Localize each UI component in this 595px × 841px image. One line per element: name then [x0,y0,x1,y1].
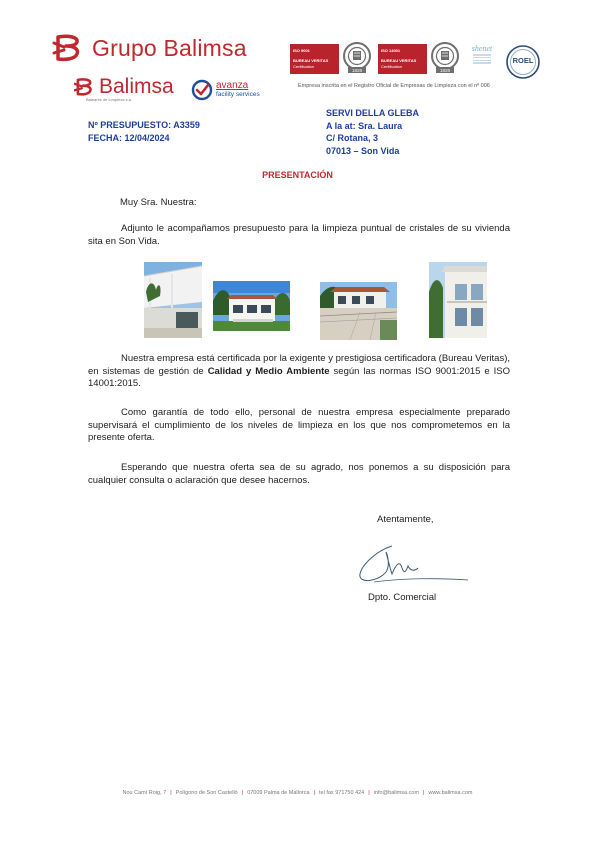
footer-separator: | [423,790,425,796]
footer-estate: Polígono de Son Castelló [175,790,238,796]
balimsa-b-logo-icon [52,33,86,63]
footer-address: Nou Camí Roig, 7 [122,790,167,796]
footer-separator: | [313,790,315,796]
avanza-logo [191,79,260,101]
property-photo-2 [213,281,290,331]
recipient-name: SERVI DELLA GLEBA [326,108,420,118]
signature-icon [352,542,472,586]
closing-salutation: Atentamente, [377,514,434,525]
certification-label: Certification [381,64,403,69]
iso-label: ISO 9001 [293,48,310,53]
budget-number: Nº PRESUPUESTO: A3359 [88,120,200,130]
certifier-label: BUREAU VERITAS [381,58,417,63]
footer-contact [0,790,595,796]
iso-9001-certification [290,44,372,74]
property-photo-1 [144,262,202,338]
avanza-tagline: facility services [216,91,260,99]
paragraph-guarantee: Como garantía de todo ello, personal de nuestra empresa especialmente preparado supervisará el cumplimiento de los niveles de limpieza en los que nos comprometemos en la presente oferta. [88,407,510,444]
certification-text-start: Nuestra empresa está certificada por la exigente y prestigiosa certificadora (Bureau Veritas), en sistemas de gestión de [88,353,510,377]
recipient-attention: A la at: Sra. Laura [326,120,403,131]
document-title: PRESENTACIÓN [262,170,333,180]
property-photo-4 [429,262,487,338]
footer-separator: | [170,790,172,796]
shenet-logo [467,44,497,65]
photo-villa-front [213,281,290,331]
footer-email[interactable]: info@balimsa.com [373,790,420,796]
recipient-street: C/ Rotana, 3 [326,133,379,143]
seal-year: 1828 [351,68,363,73]
certification-highlight: Calidad y Medio Ambiente [207,365,330,377]
recipient-address [326,107,419,157]
footer-website[interactable]: www.balimsa.com [428,790,473,796]
shenet-label: shenet [471,44,493,53]
department-signature: Dpto. Comercial [368,592,437,603]
footer-separator: | [241,790,244,796]
paragraph-intro: Adjunto le acompañamos presupuesto para la limpieza puntual de cristales de su vivienda sita en Son Vida. [88,223,510,247]
recipient-city: 07013 – Son Vida [326,145,400,156]
photo-terrace-awning [144,262,202,338]
roel-logo [505,44,541,80]
iso-14001-certification [378,44,460,74]
footer-city: 07009 Palma de Mallorca [247,790,310,796]
bureau-veritas-badge [290,44,339,74]
paragraph-certification [88,353,510,391]
budget-reference [88,119,200,144]
paragraph-closing: Esperando que nuestra oferta sea de su agrado, nos ponemos a su disposición para cualquier consulta o aclaración que desee hacernos. [88,462,510,486]
sub-brand-name: Balimsa [99,75,174,98]
bureau-veritas-seal-icon [342,41,372,75]
avanza-name: avanza [216,80,249,92]
greeting: Muy Sra. Nuestra: [120,197,197,208]
property-photo-3 [320,282,397,340]
balimsa-logo [74,75,174,102]
company-name: Grupo Balimsa [92,34,247,61]
certification-label: Certification [293,64,315,69]
iso-label: ISO 14001 [381,48,401,53]
seal-year: 1828 [439,68,451,73]
registry-note: Empresa inscrita en el Registro Oficial de Empresas de Limpieza con el nº 006 [298,83,490,89]
budget-date: FECHA: 12/04/2024 [88,132,170,143]
bureau-veritas-badge [378,44,427,74]
certifier-label: BUREAU VERITAS [293,58,329,63]
footer-separator: | [368,790,370,796]
balimsa-small-b-icon [74,77,96,97]
certification-text-end: según las normas ISO 9001:2015 e ISO 14001:2015. [88,365,511,390]
bureau-veritas-seal-icon [430,41,460,75]
photo-villa-side [429,262,487,338]
footer-phone: tel fax 971750 424 [319,790,365,796]
roel-label: ROEL [512,56,534,65]
sub-brand-tagline: Baleares de Limpieza s.a. [86,97,133,102]
avanza-check-icon [191,79,213,101]
grupo-balimsa-logo [52,33,247,63]
photo-villa-terrace [320,282,397,340]
